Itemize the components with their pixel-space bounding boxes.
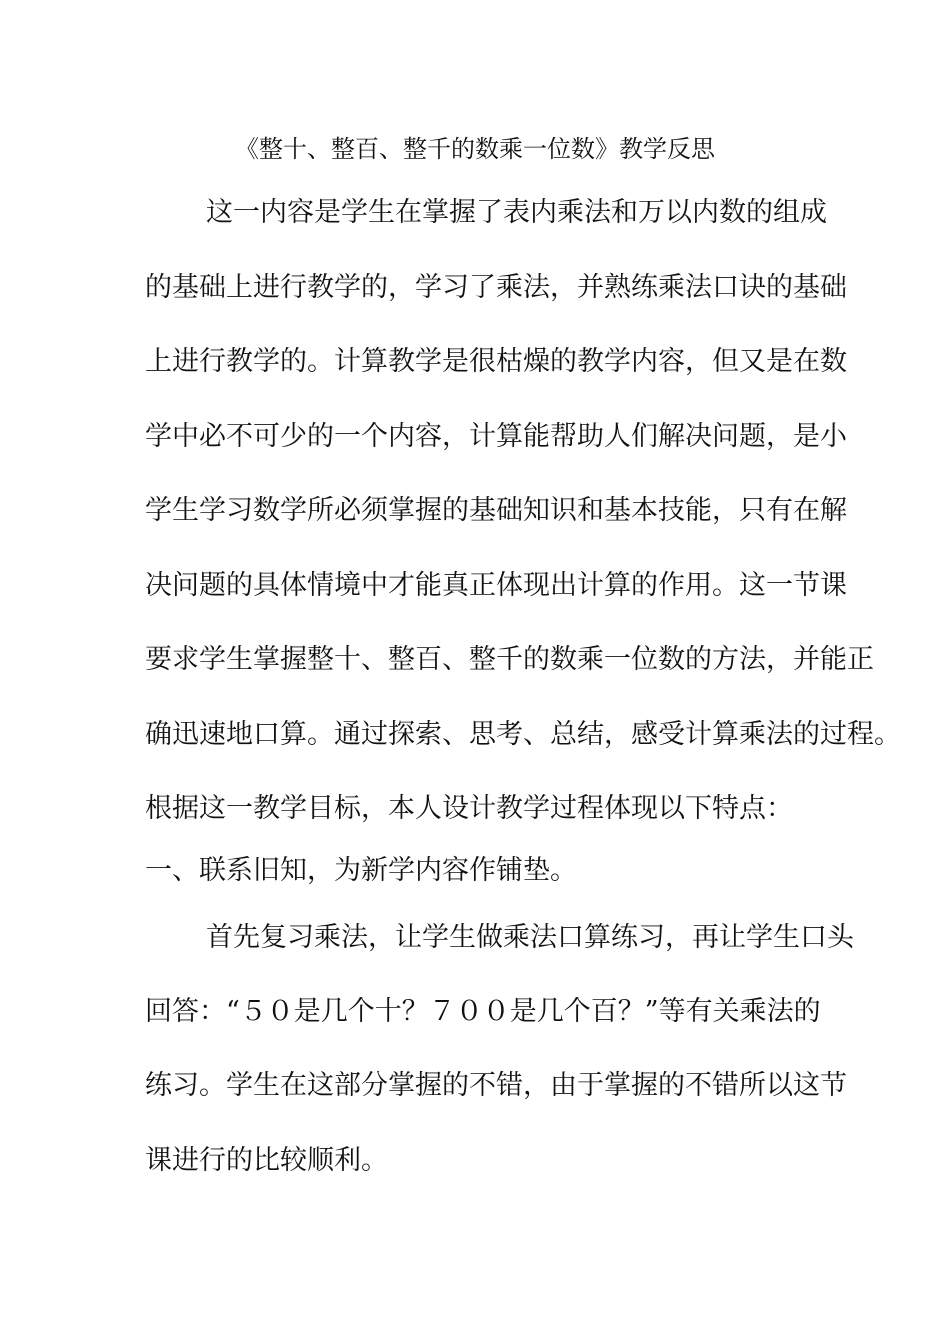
text-line: 的基础上进行教学的，学习了乘法，并熟练乘法口诀的基础: [145, 272, 847, 303]
text-line: 这一内容是学生在掌握了表内乘法和万以内数的组成: [206, 197, 827, 228]
document-title: 《整十、整百、整千的数乘一位数》教学反思: [235, 135, 715, 163]
text-line: 确迅速地口算。通过探索、思考、总结，感受计算乘法的过程。: [145, 719, 901, 750]
text-line: 练习。学生在这部分掌握的不错，由于掌握的不错所以这节: [145, 1070, 847, 1101]
text-line: 课进行的比较顺利。: [145, 1145, 388, 1176]
text-line: 根据这一教学目标，本人设计教学过程体现以下特点：: [145, 793, 793, 824]
text-line: 决问题的具体情境中才能真正体现出计算的作用。这一节课: [145, 570, 847, 601]
section-heading: 一、联系旧知，为新学内容作铺垫。: [145, 855, 577, 886]
text-line: 首先复习乘法，让学生做乘法口算练习，再让学生口头: [206, 922, 854, 953]
text-line: 上进行教学的。计算教学是很枯燥的教学内容，但又是在数: [145, 346, 847, 377]
text-line: 要求学生掌握整十、整百、整千的数乘一位数的方法，并能正: [145, 644, 874, 675]
text-line: 学中必不可少的一个内容，计算能帮助人们解决问题，是小: [145, 421, 847, 452]
text-line: 回答：“５０是几个十？７００是几个百？”等有关乘法的: [145, 996, 821, 1027]
text-line: 学生学习数学所必须掌握的基础知识和基本技能，只有在解: [145, 495, 847, 526]
